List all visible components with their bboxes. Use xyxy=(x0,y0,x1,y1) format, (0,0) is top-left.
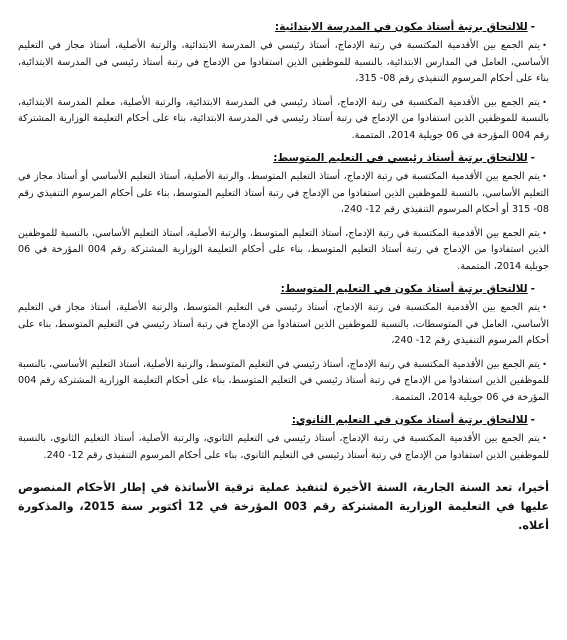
section-middle-trainer xyxy=(18,282,549,406)
bullet-icon: • xyxy=(542,434,547,443)
section-primary-trainer xyxy=(18,20,549,144)
bullet-icon: • xyxy=(542,359,547,369)
closing-paragraph: أخيرا، تعد السنة الجارية، السنة الأخيرة لتنفيذ عملية ترقية الأساتذة في إطار الأحكام المنصوص عليها في التعليمة الوزارية المشتركة رقم 003 المؤرخة في 12 أكتوبر سنة 2015، والمذكورة أعلاه. xyxy=(18,481,549,532)
section-secondary-trainer xyxy=(18,413,549,464)
list-item xyxy=(18,38,549,88)
list-item xyxy=(18,300,549,350)
list-item-text: يتم الجمع بين الأقدمية المكتسبة في رتبة الإدماج، أستاذ التعليم المتوسط، والرتبة الأصلية، أستاذ التعليم الأساسي أو أستاذ مجاز في التعليم الأساسي، بالنسبة للموظفين الذين استفادوا من الإدماج في رتبة أستاذ التعليم المتوسط، بناء على أحكام المرسوم التنفيذي رقم 08- 315 أو أحكام المرسوم التنفيذي رقم 12- 240، xyxy=(18,171,549,215)
list-item-text: يتم الجمع بين الأقدمية المكتسبة في رتبة الإدماج، أستاذ رئيسي في المدرسة الابتدائية، والرتبة الأصلية، معلم المدرسة الابتدائية، بالنسبة للموظفين الذين استفادوا من الإدماج في رتبة أستاذ رئيسي في المدرسة الابتدائية، بناء على أحكام التعليمة الوزارية المشتركة رقم 004 المؤرخة في 06 جويلية 2014، المتممة. xyxy=(18,96,549,141)
bullet-icon: • xyxy=(542,228,547,238)
bullet-icon: • xyxy=(542,303,547,312)
section-heading-text: للالتحاق برتبة أستاذ مكون في التعليم المتوسط: xyxy=(280,283,528,295)
section-heading xyxy=(18,20,549,35)
list-item xyxy=(18,226,549,276)
section-heading xyxy=(18,151,549,166)
heading-marker: - xyxy=(530,152,535,164)
section-heading-text: للالتحاق برتبة أستاذ مكون في التعليم الثانوي: xyxy=(291,414,528,426)
section-heading-text: للالتحاق برتبة أستاذ مكون في المدرسة الابتدائية: xyxy=(274,21,528,33)
bullet-icon: • xyxy=(542,97,547,107)
list-item xyxy=(18,431,549,464)
list-item-text: يتم الجمع بين الأقدمية المكتسبة في رتبة الإدماج، أستاذ رئيسي في التعليم المتوسط، والرتبة الأصلية، أستاذ التعليم الأساسي، بالنسبة للموظفين الذين استفادوا من الإدماج في رتبة أستاذ رئيسي في التعليم المتوسط، بناء على أحكام التعليمة الوزارية المشتركة رقم 004 المؤرخة في 06 جويلية 2014، المتممة. xyxy=(18,358,549,403)
list-item-text: يتم الجمع بين الأقدمية المكتسبة في رتبة الإدماج، أستاذ رئيسي في المدرسة الابتدائية، والرتبة الأصلية، أستاذ مجاز في التعليم الأساسي، العامل في المدارس الابتدائية، بالنسبة للموظفين الذين استفادوا من الإدماج في رتبة أستاذ رئيسي في المدرسة الابتدائية، بناء على أحكام المرسوم التنفيذي رقم 08- 315، xyxy=(18,40,549,84)
section-heading xyxy=(18,413,549,428)
list-item-text: يتم الجمع بين الأقدمية المكتسبة في رتبة الإدماج، أستاذ التعليم المتوسط، والرتبة الأصلية، أستاذ التعليم الأساسي، بالنسبة للموظفين الذين استفادوا من الإدماج في رتبة أستاذ التعليم المتوسط، بناء على أحكام التعليمة الوزارية المشتركة رقم 004 المؤرخة في 06 جويلية 2014، المتممة. xyxy=(18,227,550,272)
list-item-text: يتم الجمع بين الأقدمية المكتسبة في رتبة الإدماج، أستاذ رئيسي في التعليم الثانوي، والرتبة الأصلية، أستاذ التعليم الثانوي، بالنسبة للموظفين الذين استفادوا من الإدماج في رتبة أستاذ رئيسي في التعليم الثانوي، بناء على أحكام المرسوم التنفيذي رقم 12- 240. xyxy=(18,433,549,461)
section-heading-text: للالتحاق برتبة أستاذ رئيسي في التعليم المتوسط: xyxy=(273,152,528,164)
list-item xyxy=(18,95,549,145)
section-middle-principal xyxy=(18,151,549,275)
heading-marker: - xyxy=(530,21,535,33)
list-item xyxy=(18,357,549,407)
section-heading xyxy=(18,282,549,297)
heading-marker: - xyxy=(530,283,535,295)
bullet-icon: • xyxy=(542,172,547,181)
bullet-icon: • xyxy=(542,41,547,50)
list-item xyxy=(18,169,549,219)
heading-marker: - xyxy=(530,414,535,426)
list-item-text: يتم الجمع بين الأقدمية المكتسبة في رتبة الإدماج، أستاذ رئيسي في التعليم المتوسط، والرتبة الأصلية، أستاذ مجاز في التعليم الأساسي، العامل في المتوسطات، بالنسبة للموظفين الذين استفادوا من الإدماج في رتبة أستاذ رئيسي في التعليم المتوسط، بناء على أحكام المرسوم التنفيذي رقم 12- 240، xyxy=(18,302,549,346)
